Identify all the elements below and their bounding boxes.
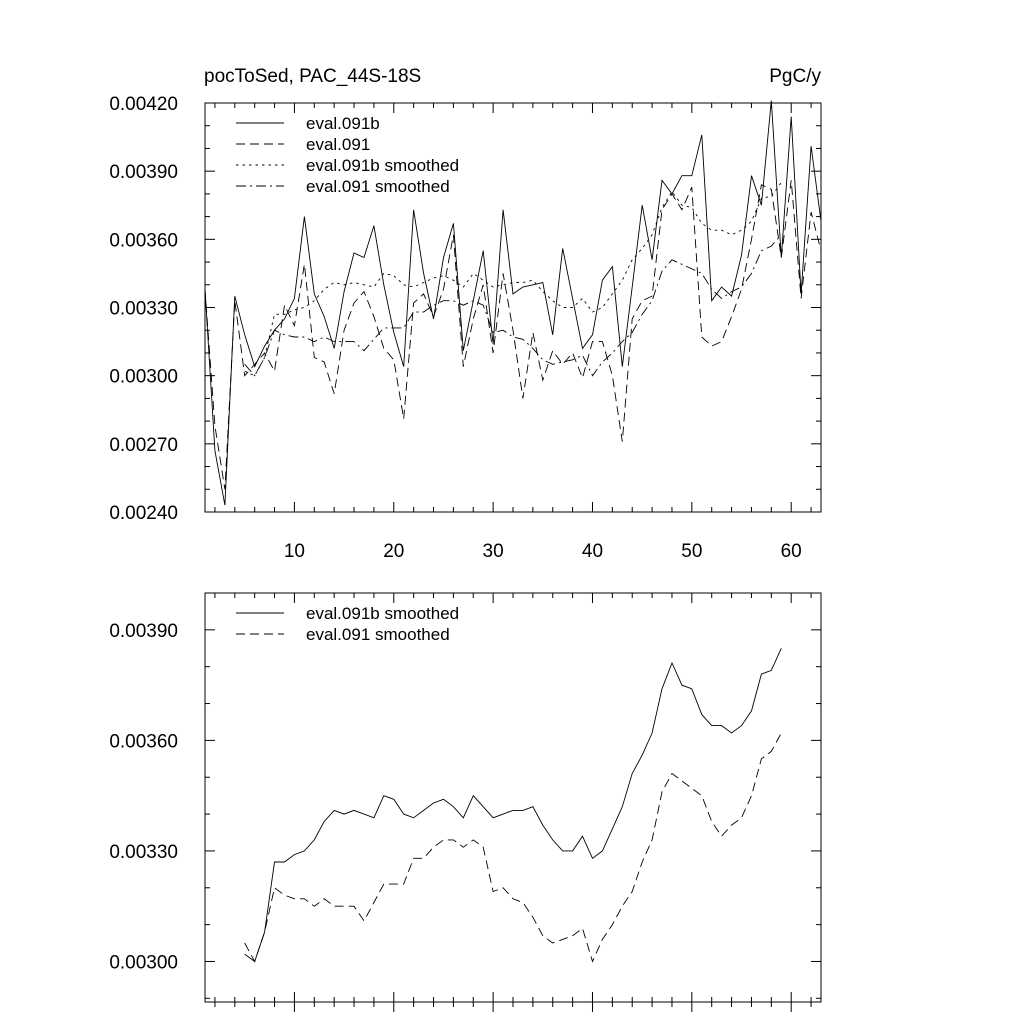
bottom-y-tick-label: 0.00390 xyxy=(109,620,178,642)
top-chart-units: PgC/y xyxy=(769,66,821,87)
top-axis-ticks xyxy=(109,94,821,562)
bottom-legend-label: eval.091b smoothed xyxy=(306,604,460,623)
bottom-series-line-1 xyxy=(245,648,782,961)
bottom-plot-frame xyxy=(205,593,821,1002)
top-y-tick-label: 0.00240 xyxy=(109,503,178,524)
top-y-tick-label: 0.00270 xyxy=(109,434,178,456)
top-legend xyxy=(236,114,459,196)
top-x-tick-label: 30 xyxy=(482,541,504,562)
top-series-line-4 xyxy=(245,235,782,376)
bottom-panel xyxy=(109,593,821,1012)
top-legend-label: eval.091b smoothed xyxy=(306,156,460,175)
top-y-tick-label: 0.00390 xyxy=(109,162,178,184)
top-series-line-1 xyxy=(205,101,821,506)
bottom-y-tick-label: 0.00300 xyxy=(109,952,178,974)
bottom-legend-label: eval.091 smoothed xyxy=(306,625,450,644)
top-legend-label: eval.091b xyxy=(306,114,380,133)
top-panel xyxy=(109,66,821,562)
top-y-tick-label: 0.00420 xyxy=(109,94,178,115)
bottom-axis-ticks xyxy=(109,593,821,1012)
top-x-tick-label: 60 xyxy=(780,541,802,562)
top-chart-title: pocToSed, PAC_44S-18S xyxy=(204,66,422,87)
top-series-group xyxy=(205,101,821,506)
top-series-line-3 xyxy=(245,183,782,376)
top-legend-label: eval.091 xyxy=(306,135,371,154)
bottom-y-tick-label: 0.00360 xyxy=(109,731,178,753)
top-y-tick-label: 0.00300 xyxy=(109,366,178,388)
top-series-line-2 xyxy=(205,180,821,489)
bottom-series-line-2 xyxy=(245,733,782,962)
top-y-tick-label: 0.00330 xyxy=(109,298,178,320)
bottom-legend xyxy=(236,604,459,644)
bottom-y-tick-label: 0.00330 xyxy=(109,841,178,863)
top-x-tick-label: 10 xyxy=(283,541,305,562)
bottom-series-group xyxy=(245,648,782,961)
top-y-tick-label: 0.00360 xyxy=(109,230,178,252)
top-legend-label: eval.091 smoothed xyxy=(306,177,450,196)
top-x-tick-label: 50 xyxy=(681,541,703,562)
top-x-tick-label: 40 xyxy=(581,541,604,562)
top-x-tick-label: 20 xyxy=(383,541,405,562)
